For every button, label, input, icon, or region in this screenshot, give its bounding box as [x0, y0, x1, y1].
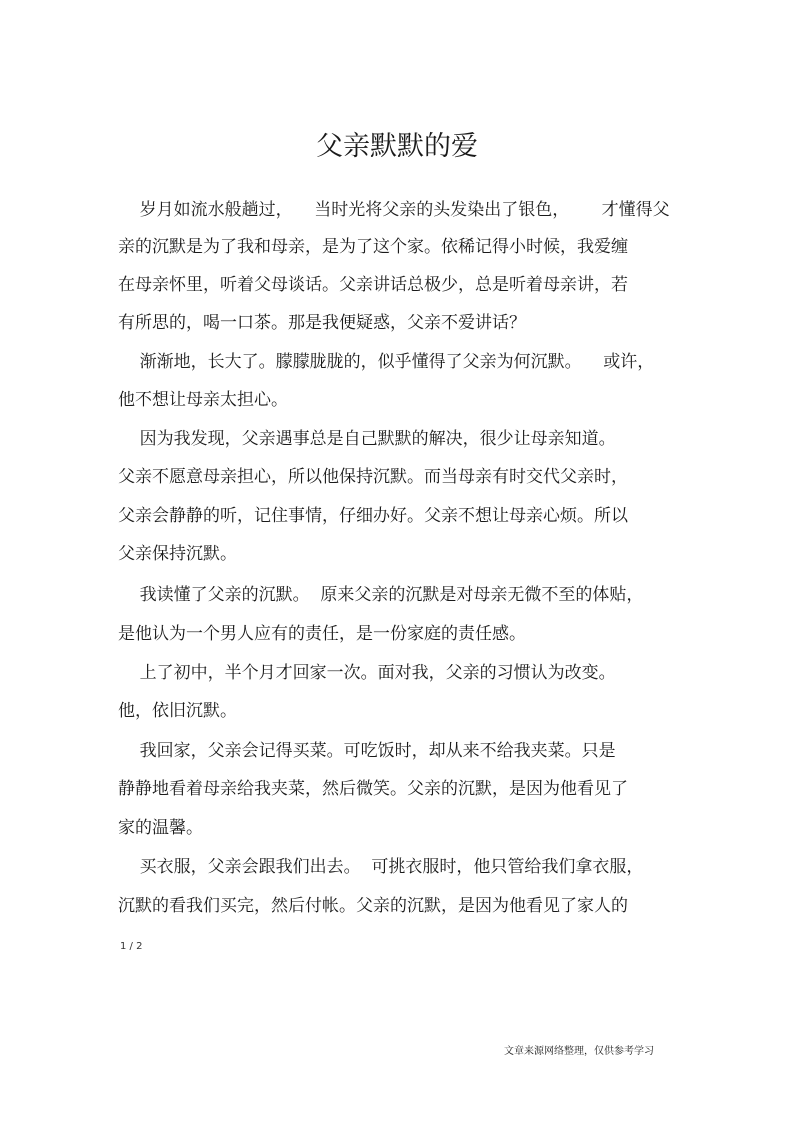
footer-note: 文章来源网络整理，仅供参考学习 — [504, 1046, 654, 1057]
text-line: 因为我发现，父亲遇事总是自己默默的解决，很少让母亲知道。 — [118, 429, 616, 449]
text-line: 静静地看着母亲给我夹菜，然后微笑。父亲的沉默，是因为他看见了 — [118, 779, 628, 799]
text-line: 家的温馨。 — [118, 818, 203, 838]
text-line: 上了初中，半个月才回家一次。面对我，父亲的习惯认为改变。 — [118, 663, 616, 683]
text-line: 父亲不愿意母亲担心，所以他保持沉默。而当母亲有时交代父亲时， — [118, 467, 628, 487]
text-line: 他，依旧沉默。 — [118, 701, 237, 721]
page-number: 1 / 2 — [120, 941, 143, 952]
text-line: 沉默的看我们买完，然后付帐。父亲的沉默，是因为他看见了家人的 — [118, 896, 628, 916]
text-line: 他不想让母亲太担心。 — [118, 390, 288, 410]
text-line: 父亲保持沉默。 — [118, 544, 237, 564]
text-line: 岁月如流水般趟过， 当时光将父亲的头发染出了银色， 才懂得父 — [118, 200, 670, 220]
text-line: 亲的沉默是为了我和母亲，是为了这个家。依稀记得小时候，我爱缠 — [118, 237, 628, 257]
text-line: 是他认为一个男人应有的责任，是一份家庭的责任感。 — [118, 624, 526, 644]
page-title: 父亲默默的爱 — [316, 131, 478, 162]
text-line: 有所思的，喝一口茶。那是我便疑惑，父亲不爱讲话？ — [118, 313, 526, 333]
text-line: 渐渐地，长大了。朦朦胧胧的，似乎懂得了父亲为何沉默。 或许， — [118, 352, 655, 372]
text-line: 我读懂了父亲的沉默。 原来父亲的沉默是对母亲无微不至的体贴， — [118, 585, 644, 605]
text-line: 买衣服，父亲会跟我们出去。 可挑衣服时，他只管给我们拿衣服， — [118, 857, 644, 877]
text-line: 在母亲怀里，听着父母谈话。父亲讲话总极少，总是听着母亲讲，若 — [118, 275, 628, 295]
text-line: 我回家，父亲会记得买菜。可吃饭时，却从来不给我夹菜。只是 — [118, 741, 616, 761]
text-line: 父亲会静静的听，记住事情，仔细办好。父亲不想让母亲心烦。所以 — [118, 506, 628, 526]
